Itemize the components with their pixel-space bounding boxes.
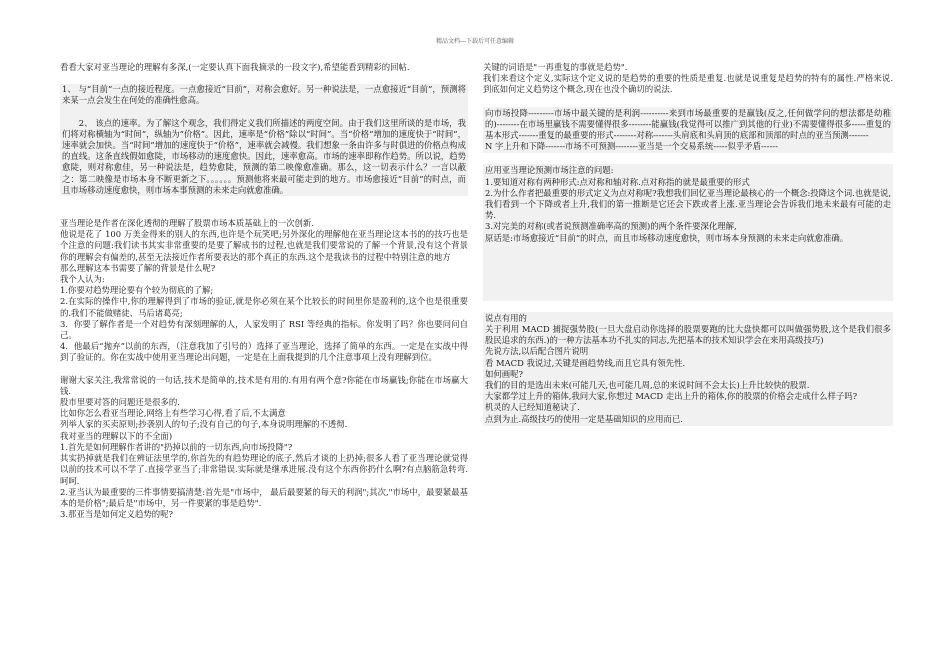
quote-item-2: 2、 该点的速率。为了解这个观念，我们得定义我们所描述的两度空间。由于我们这里所谈的是市场，我们将对称横轴为“时间”，纵轴为“价格”。因此，速率是“价格”除以“时间”。当“价格”增加的速度快于“时间”，速率就会加快。当“时间”增加的速度快于“价格”，速率就会减慢。我们想象一条由许多与时俱进的价格点构成的直线。这条直线假如愈陡，市场移动的速度愈快。因此，速率愈高。市场的速率即称作趋势。所以说，趋势愈陡，则对称愈佳，另一种说法是，趋势愈陡，预测的第二映像愈准确。那么，这一切表示什么？一言以蔽之：第二映像是市场本身不断更新之下。。。。。。预测他将来最可能走到的地方。市场愈接近“目前”的时点，而且市场移动速度愈快，则市场本事预测的未来走向就愈准确。	[62, 117, 466, 195]
section-title: 应用亚当理论预测市场注意的问题:	[485, 165, 614, 176]
paragraph: N 字上升和下降-------市场不可预测--------亚当是一个交易系统-----似乎矛盾------	[485, 141, 778, 152]
list-item: 2.在实际的操作中,你的理解得到了市场的验证,就是你必须在某个比较长的时间里你是盈利的,这个也是很重要的.我们不能做赌徒、马后诸葛亮;	[60, 296, 468, 318]
list-item: 3.对完美的对称(或者说预测准确率高的预测)的两个条件要深化理解,	[485, 221, 737, 232]
right-column	[483, 62, 893, 426]
list-item: 2.为什么作者把最重要的形式定义为点对称呢?我想我们回忆亚当理论最核心的一个概念:投降这个词.也就是说,我们看到一个下降或者上升,我们的第一推断是它还会下跌或者上涨.亚当理论会告诉我们地未来最有可能的走势.	[485, 187, 891, 221]
list-item: 2.亚当认为最重要的三件事情要搞清楚:首先是"市场中， 最后最要紧的每天的利润";其次,"市场中，最要紧最基本的是价格";最后是"市场中，另一件要紧的事是趋势".	[60, 486, 468, 508]
paragraph: 我个人认为:	[60, 274, 105, 285]
intro-paragraph: 看看大家对亚当理论的理解有多深,(一定要认真下面我摘录的一段文字),希望能看到精彩的回帖.	[60, 62, 410, 72]
list-item: 1.首先是如何理解作者讲的"扔掉以前的一切东西,向市场投降"?	[60, 441, 293, 452]
left-column	[60, 62, 468, 520]
paragraph: 先说方法,以后配合图片说明	[485, 346, 589, 357]
paragraph: 点到为止.高级技巧的使用一定是基础知识的应用而已.	[485, 413, 683, 424]
paragraph: 谢谢大家关注,我常常说的一句话,技术是简单的,技术是有用的.有用有两个意?你能在市场赢钱;你能在市场赢大钱.	[60, 374, 468, 396]
paragraph: 大家都学过上升的箱体,我问大家,你想过 MACD 走出上升的箱体,你的股票的价格会走成什么样子吗?	[485, 391, 858, 402]
list-item: 3.那亚当是如何定义趋势的呢?	[60, 509, 173, 520]
list-item: 1.你要对趋势理论要有个较为彻底的了解;	[60, 285, 214, 296]
paragraph: 我对亚当的理解以下的不全面)	[60, 430, 173, 441]
paragraph: 亚当理论是作者在深化透彻的理解了股票市场本质基础上的一次创新.	[60, 218, 314, 229]
notes-passage	[483, 164, 893, 300]
paragraph: 向市场投降---------市场中最关键的是利润----------来到市场最重要的是赢钱(反之,任何做学问的想法都是幼稚的)--------在市场里赢钱不需要懂得很多--------能赢钱(我觉得可以推广到其他的行业)不需要懂得很多-----重复的基本形式-------重复的最重要的形式--------对称-------头肩底和头肩顶的底部和顶部的时点的亚当预测-------	[485, 107, 891, 141]
paragraph: 关于利用 MACD 捕捉强势股(一旦大盘启动你选择的股票要跑的比大盘快都可以叫做强势股,这个是我们很多股民追求的东西.)的一种方法基本功不扎实的同志,先把基本的技术知识学会在来用高级技巧)	[485, 324, 891, 346]
list-item: 4．他最后“抛弃”以前的东西，（注意我加了引号的）选择了亚当理论，选择了简单的东西。一定是在实战中得到了验证的。你在实战中使用亚当理论出问题，一定是在上面我提到的几个注意事项上没有理解到位。	[60, 341, 468, 363]
paragraph: 列举人家的买卖原则;抄袭别人的句子;没有自己的句子,本身说明理解的不透彻.	[60, 419, 348, 430]
paragraph: 那么理解这本书需要了解的背景是什么呢?	[60, 262, 216, 273]
paragraph: 原话是:市场愈接近“目前”的时点，而且市场移动速度愈快，则市场本身预测的未来走向就愈准确。	[485, 232, 849, 243]
paragraph: 他说是花了 100 万美金得来的别人的东西,也许是个玩笑吧;另外深化的理解他在亚当理论这本书的的技巧也是个注意的问题:我们读书其实非常重要的是要了解成书的过程,也就是我们要常说的了解一个背景,没有这个背景你的理解会有偏差的,甚至无法接近作者所要表达的那个真正的东西.这个是我读书的过程中特别注意的地方	[60, 229, 468, 262]
macd-passage	[483, 312, 893, 426]
header-note: 精品文档---下载后可任意编辑	[435, 38, 515, 45]
paragraph: 关键的词语是"一再重复的事就是趋势".	[483, 62, 628, 72]
paragraph: 我们的目的是选出未来(可能几天,也可能几周,总的来说时间不会太长)上升比较快的股票.	[485, 380, 810, 391]
paragraph: 股市里要对答的问题还是很多的.	[60, 397, 180, 408]
paragraph: 机灵的人已经知道秘诀了.	[485, 402, 580, 413]
paragraph: 看 MACD 我说过,关键是画趋势线,而且它具有领先性.	[485, 357, 686, 368]
paragraph: 我们来看这个定义,实际这个定义说的是趋势的重要的性质是重复.也就是说重复是趋势的特有的属性.严格来说.到底如何定义趋势这个概念,现在也没个确切的说法.	[483, 73, 893, 95]
paragraph: 如何画呢?	[485, 368, 523, 379]
quote-item-1: 1、 与“目前”一点的接近程度。一点愈接近“目前”，对称会愈好。另一种说法是，一点愈接近“目前”，预测将来某一点会发生在何处的准确性愈高。	[62, 84, 466, 106]
list-item: 1.要知道对称有两种形式:点对称和轴对称.点对称指的就是最重要的形式	[485, 176, 750, 187]
list-item: 3．你要了解作者是一个对趋势有深刻理解的人，人家发明了 RSI 等经典的指标。你发明了吗？你也要问问自己。	[60, 318, 468, 341]
paragraph: 比如你怎么看亚当理论,网络上有些学习心得,看了后,不太满意	[60, 408, 286, 419]
section-title: 说点有用的	[485, 312, 527, 323]
quoted-passage	[60, 84, 468, 196]
chain-passage	[483, 107, 893, 154]
paragraph: 其实扔掉就是我们在辨证法里学的,你首先的有趋势理论的底子,然后才谈的上扔掉;很多人看了亚当理论就觉得以前的技术可以不学了.直接学亚当了;非常错误.实际就是继承进展.没有这个东西你扔什么啊?有点脑筋急转弯.呵呵.	[60, 453, 468, 486]
